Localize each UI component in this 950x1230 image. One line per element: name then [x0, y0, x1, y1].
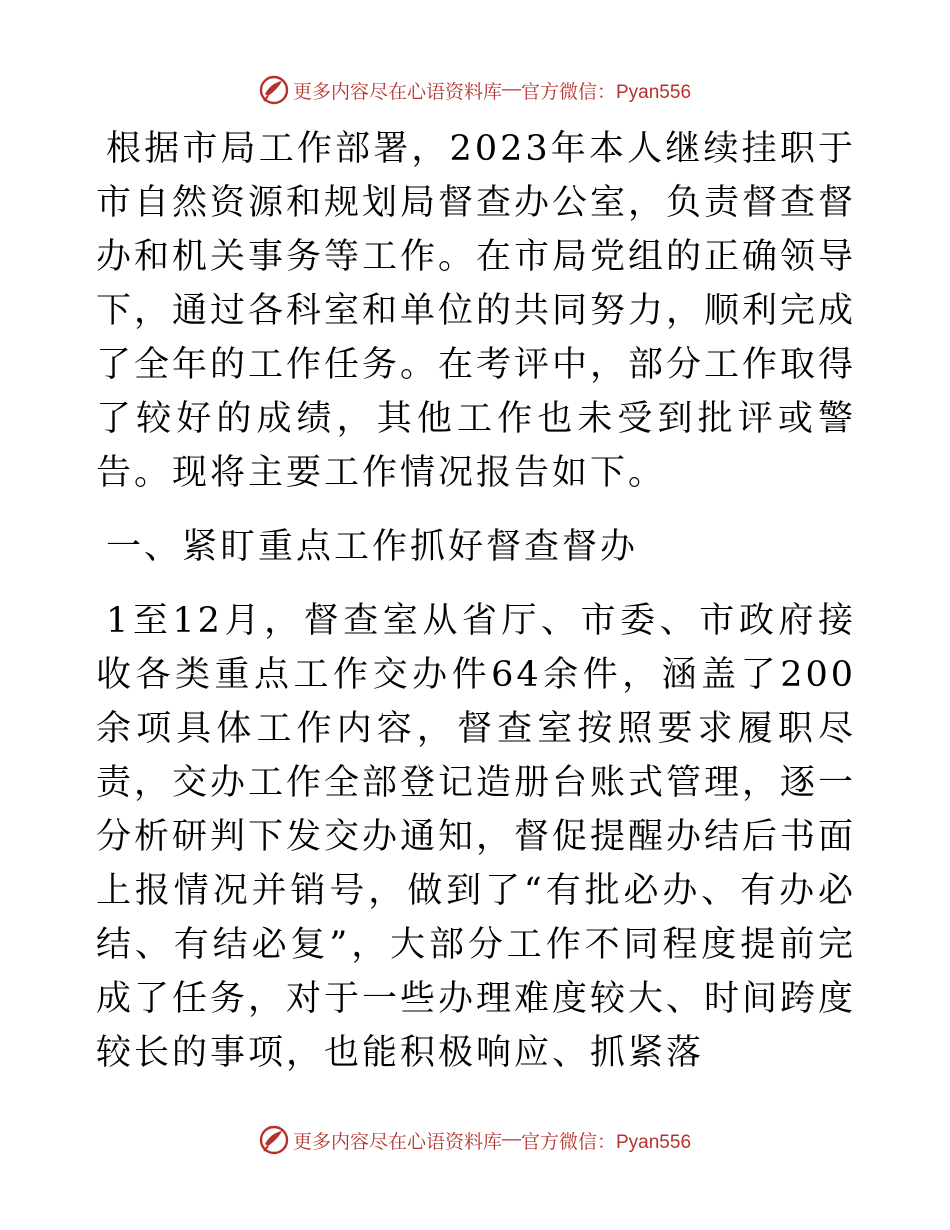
footer-banner-text: 更多内容尽在心语资料库 — [292, 1130, 502, 1153]
footer-banner-dash: — — [502, 1129, 521, 1150]
footer-wechat-text: 官方微信：Pyan556 — [521, 1131, 692, 1153]
pen-logo-icon — [259, 1125, 289, 1155]
footer-banner — [0, 1122, 950, 1158]
paragraph-section-1: 1至12月，督查室从省厅、市委、市政府接收各类重点工作交办件64余件，涵盖了200余项具体工作内容，督查室按照要求履职尽责，交办工作全部登记造册台账式管理，逐一分析研判下发交办通知，督促提醒办结后书面上报情况并销号，做到了“有批必办、有办必结、有结必复”，大部分工作不同程度提前完成了任务，对于一些办理难度较大、时间跨度较长的事项，也能积极响应、抓紧落 — [96, 601, 857, 1073]
header-banner-dash: — — [502, 79, 521, 100]
pen-logo-icon — [259, 75, 289, 105]
document-body — [96, 122, 856, 1080]
header-banner — [0, 72, 950, 108]
paragraph-intro: 根据市局工作部署，2023年本人继续挂职于市自然资源和规划局督查办公室，负责督查督办和机关事务等工作。在市局党组的正确领导下，通过各科室和单位的共同努力，顺利完成了全年的工作任务。在考评中，部分工作取得了较好的成绩，其他工作也未受到批评或警告。现将主要工作情况报告如下。 — [96, 129, 857, 493]
header-banner-text: 更多内容尽在心语资料库 — [292, 80, 502, 103]
section-heading-1: 一、紧盯重点工作抓好督查督办 — [106, 527, 639, 567]
header-wechat-text: 官方微信：Pyan556 — [521, 81, 692, 103]
